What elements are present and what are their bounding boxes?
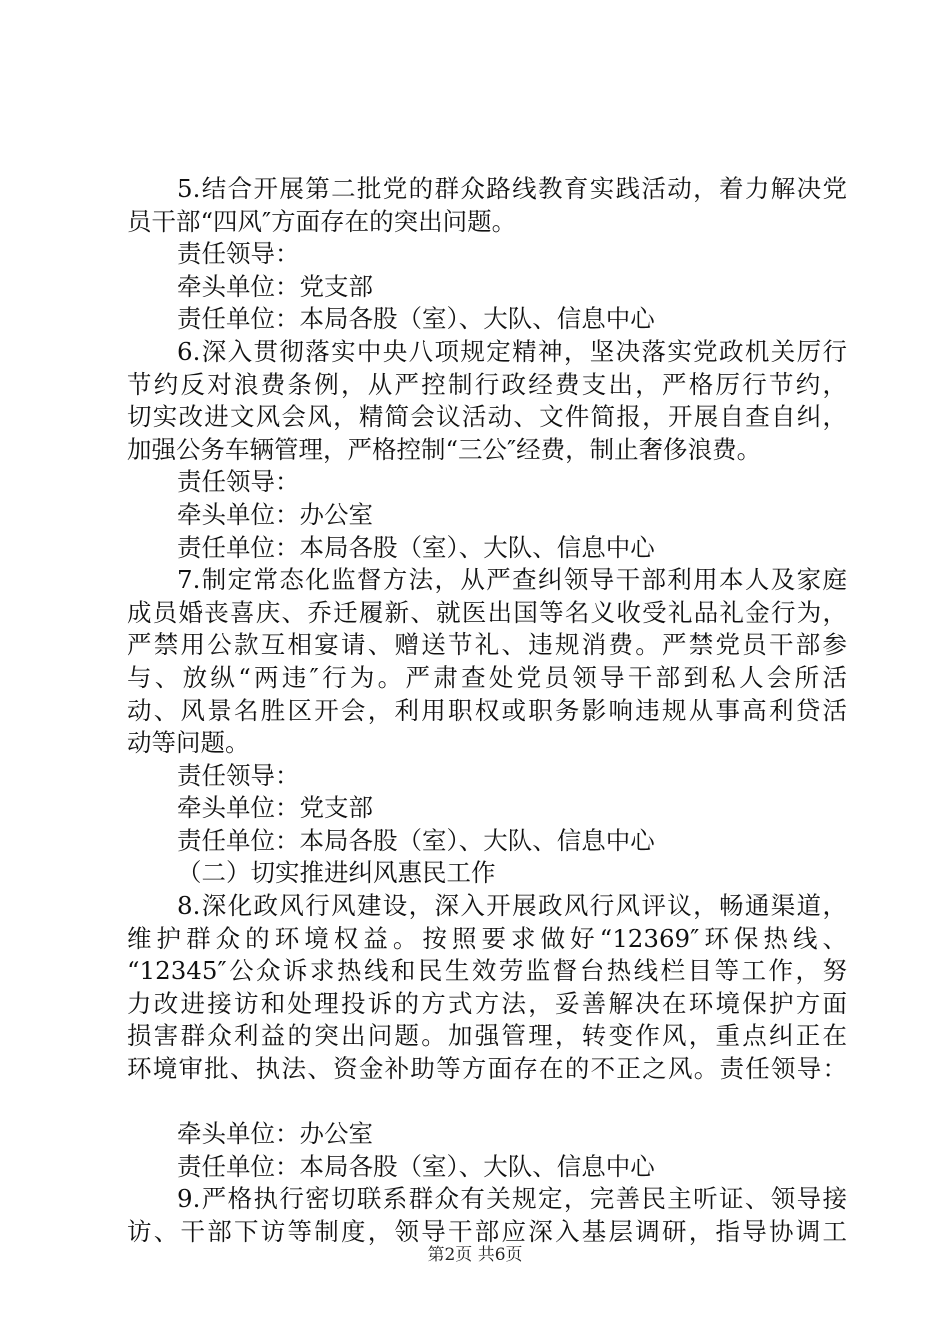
responsible-leader-label: 责任领导： bbox=[177, 760, 300, 790]
paragraph-line: 成员婚丧喜庆、乔迁履新、就医出国等名义收受礼品礼金行为， bbox=[127, 597, 847, 627]
paragraph-line: 环境审批、执法、资金补助等方面存在的不正之风。责任领导： bbox=[127, 1054, 847, 1084]
paragraph-line: 损害群众利益的突出问题。加强管理，转变作风，重点纠正在 bbox=[127, 1021, 847, 1051]
page-number-footer: 第2页 共6页 bbox=[427, 1245, 523, 1265]
paragraph-line: 5.结合开展第二批党的群众路线教育实践活动，着力解决党 bbox=[177, 174, 847, 203]
paragraph-line: 8.深化政风行风建设，深入开展政风行风评议，畅通渠道， bbox=[177, 891, 847, 921]
lead-unit-line: 牵头单位：党支部 bbox=[177, 271, 373, 301]
paragraph-line: 访、干部下访等制度，领导干部应深入基层调研，指导协调工 bbox=[127, 1217, 847, 1246]
paragraph-line: 加强公务车辆管理，严格控制“三公″经费，制止奢侈浪费。 bbox=[127, 434, 762, 464]
responsible-unit-line: 责任单位：本局各股（室）、大队、信息中心 bbox=[177, 532, 655, 562]
paragraph-line: 动、风景名胜区开会，利用职权或职务影响违规从事高利贷活 bbox=[127, 695, 847, 725]
paragraph-line: “12345″公众诉求热线和民生效劳监督台热线栏目等工作，努 bbox=[127, 956, 847, 986]
responsible-leader-label: 责任领导： bbox=[177, 467, 300, 497]
paragraph-line: 员干部“四风″方面存在的突出问题。 bbox=[127, 206, 517, 236]
paragraph-line: 9.严格执行密切联系群众有关规定，完善民主听证、领导接 bbox=[177, 1184, 847, 1214]
paragraph-line: 与、放纵“两违″行为。严肃查处党员领导干部到私人会所活 bbox=[127, 662, 847, 692]
lead-unit-line: 牵头单位：办公室 bbox=[177, 499, 373, 529]
paragraph-line: 节约反对浪费条例，从严控制行政经费支出，严格厉行节约， bbox=[127, 369, 847, 399]
paragraph-line: 动等问题。 bbox=[127, 728, 250, 758]
blank-line bbox=[127, 1086, 847, 1119]
responsible-unit-line: 责任单位：本局各股（室）、大队、信息中心 bbox=[177, 304, 655, 334]
lead-unit-line: 牵头单位：党支部 bbox=[177, 793, 373, 823]
section-heading: （二）切实推进纠风惠民工作 bbox=[177, 858, 496, 888]
responsible-unit-line: 责任单位：本局各股（室）、大队、信息中心 bbox=[177, 1151, 655, 1181]
responsible-leader-label: 责任领导： bbox=[177, 239, 300, 269]
paragraph-line: 6.深入贯彻落实中央八项规定精神，坚决落实党政机关厉行 bbox=[177, 336, 847, 366]
document-body bbox=[127, 173, 847, 1249]
paragraph-line: 严禁用公款互相宴请、赠送节礼、违规消费。严禁党员干部参 bbox=[127, 630, 847, 660]
paragraph-line: 切实改进文风会风，精简会议活动、文件简报，开展自查自纠， bbox=[127, 402, 847, 432]
paragraph-line: 维护群众的环境权益。按照要求做好“12369″环保热线、 bbox=[127, 923, 847, 953]
paragraph-line: 7.制定常态化监督方法，从严查纠领导干部利用本人及家庭 bbox=[177, 565, 847, 595]
paragraph-line: 力改进接访和处理投诉的方式方法，妥善解决在环境保护方面 bbox=[127, 988, 847, 1018]
lead-unit-line: 牵头单位：办公室 bbox=[177, 1119, 373, 1149]
responsible-unit-line: 责任单位：本局各股（室）、大队、信息中心 bbox=[177, 825, 655, 855]
